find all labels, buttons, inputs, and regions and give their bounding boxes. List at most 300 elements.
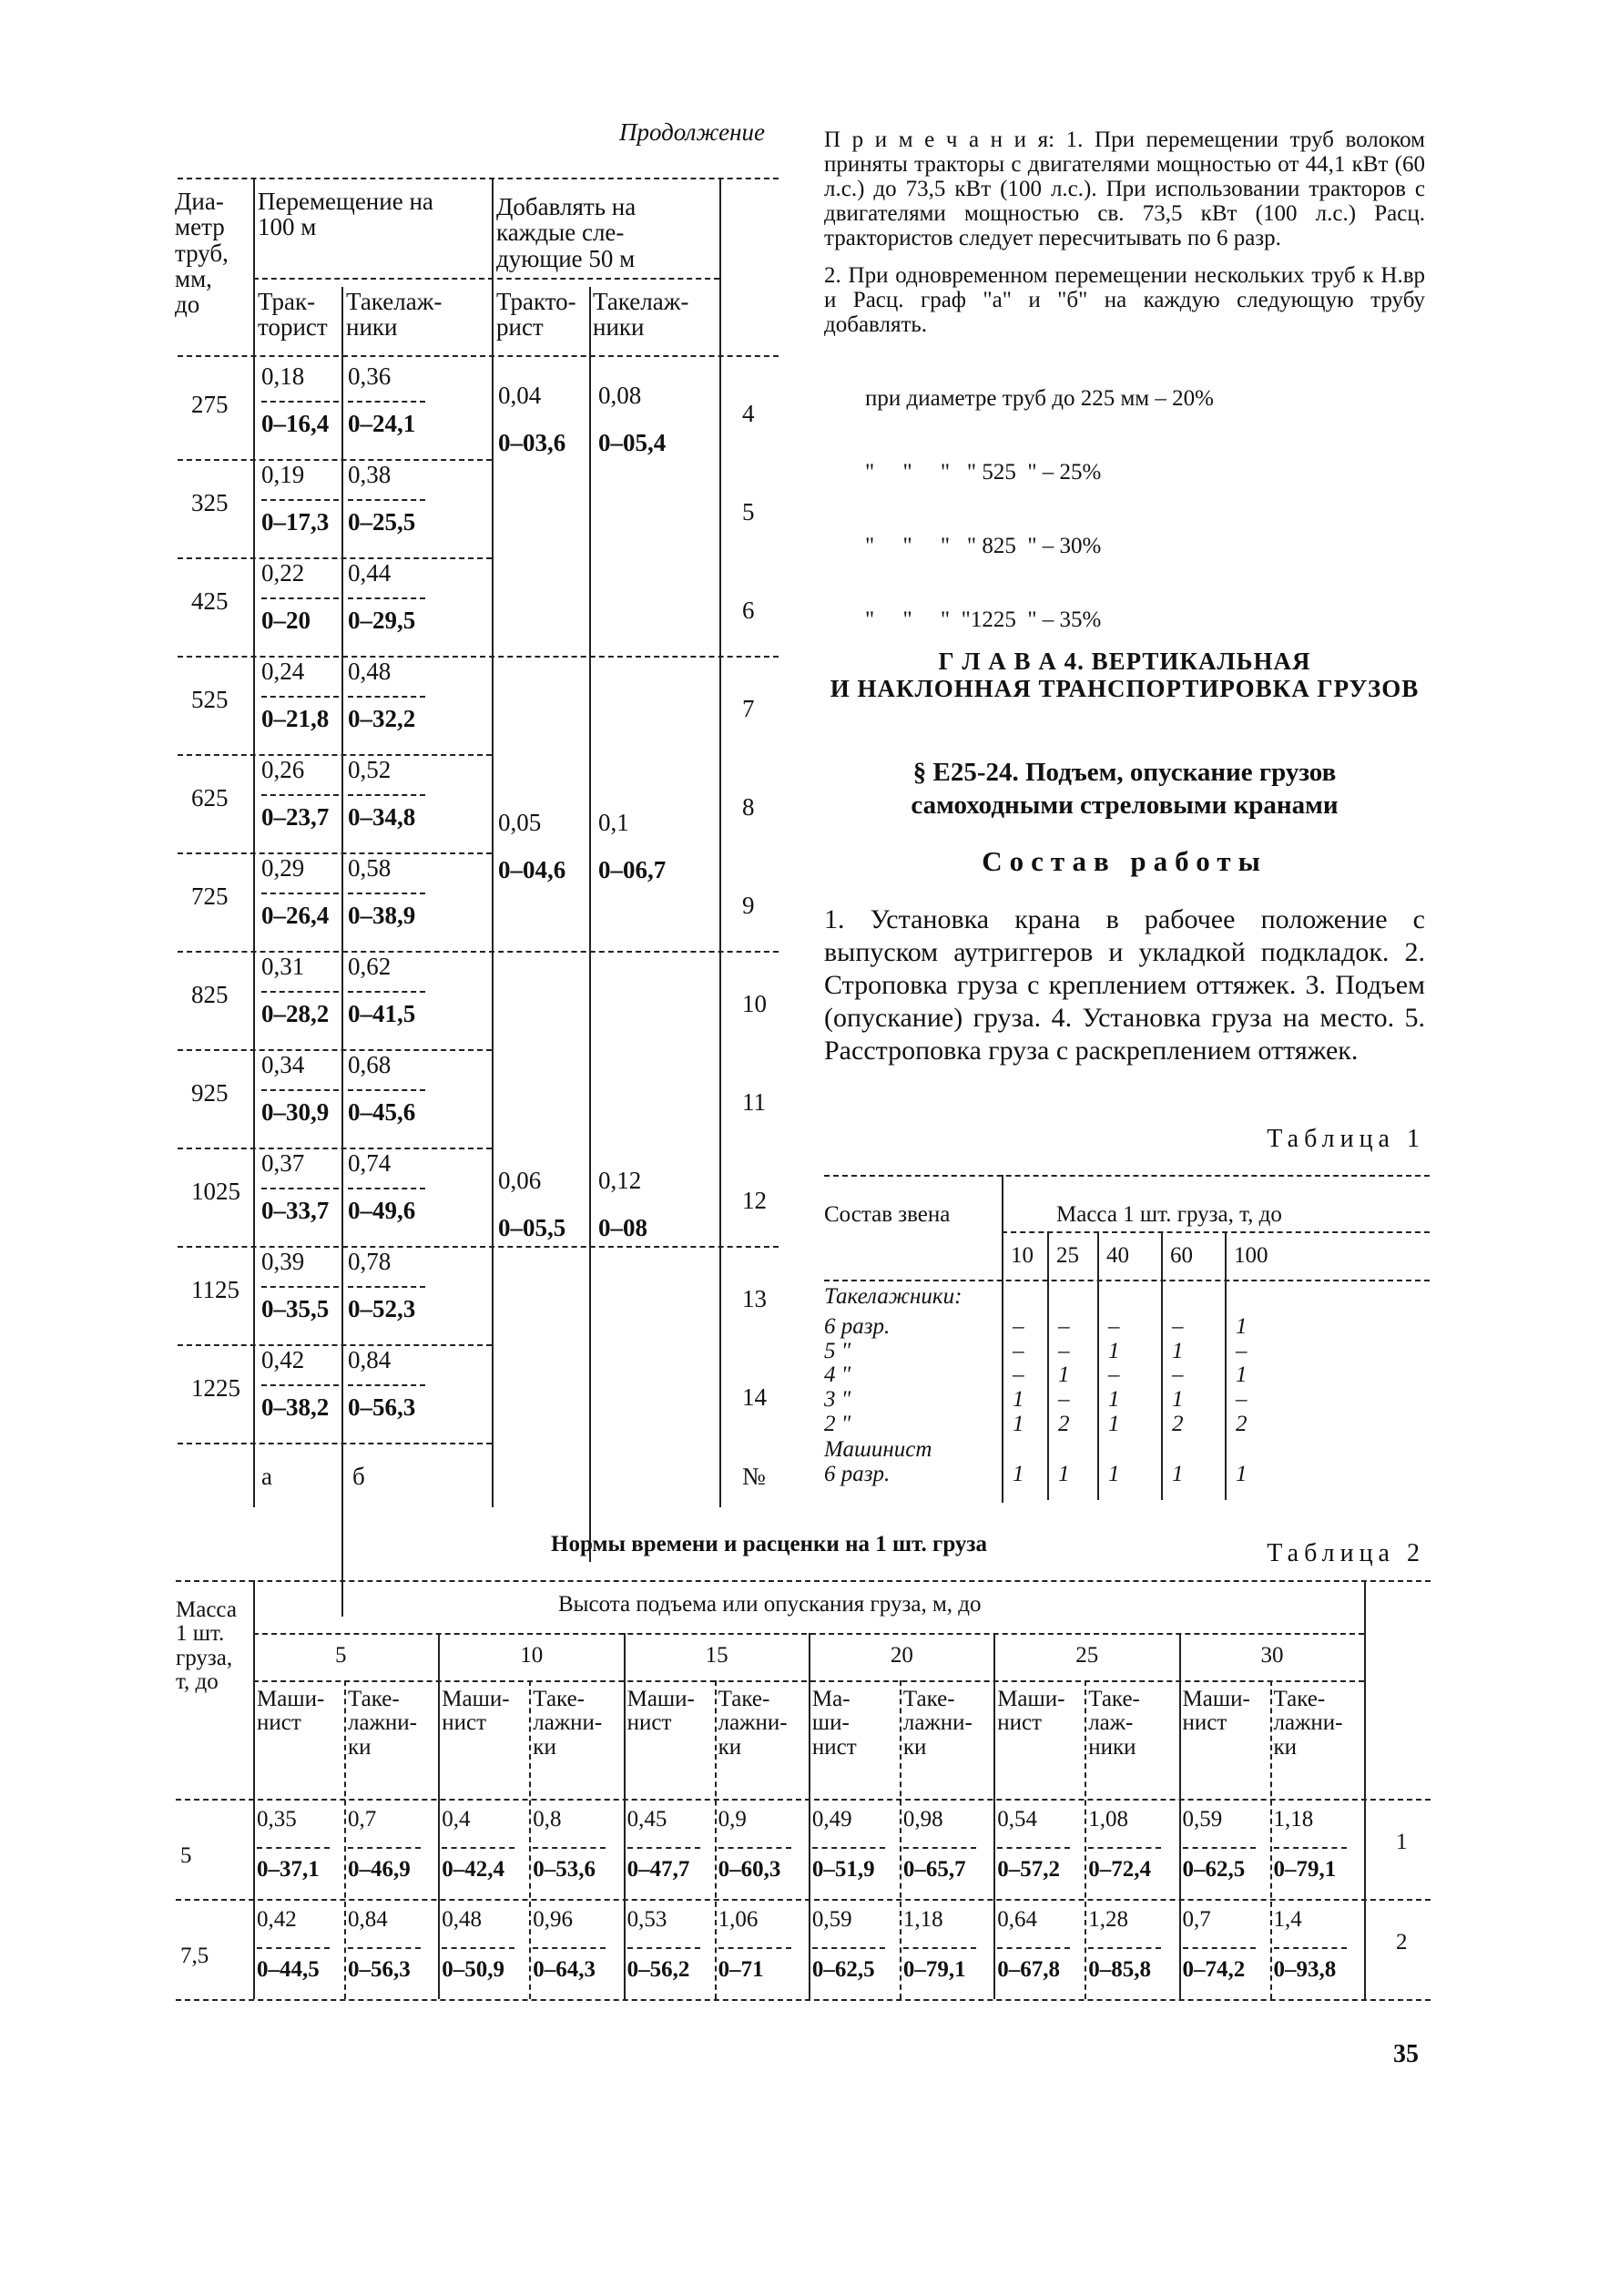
value-time: 0,84 xyxy=(348,1346,392,1373)
team-value: 1 xyxy=(1236,1362,1248,1387)
fraction-bar xyxy=(997,1947,1070,1949)
value-time: 0,19 xyxy=(261,461,305,488)
fraction xyxy=(261,659,352,731)
height-value: 30 xyxy=(1260,1643,1284,1668)
table-rule xyxy=(253,1580,255,1999)
value-time: 1,28 xyxy=(1088,1907,1128,1932)
fraction-bar xyxy=(1183,1947,1256,1949)
table-rule xyxy=(253,178,255,1507)
fraction xyxy=(348,364,439,436)
team-value: – xyxy=(1236,1387,1248,1412)
value-rate: 0–20 xyxy=(261,607,311,634)
value-rate: 0–35,5 xyxy=(261,1295,330,1322)
team-value: 1 xyxy=(1013,1412,1024,1436)
team-value: 1 xyxy=(1108,1387,1120,1412)
fraction-bar xyxy=(533,1847,606,1849)
value-rate: 0–24,1 xyxy=(348,410,416,437)
fraction-bar xyxy=(261,1188,339,1189)
fraction-bar xyxy=(348,597,425,599)
value-rate: 0–33,7 xyxy=(261,1197,330,1224)
table-rule xyxy=(178,178,779,179)
table1-label: Таблица 1 xyxy=(1267,1125,1425,1153)
value-time: 0,36 xyxy=(348,362,392,390)
value-rate: 0–23,7 xyxy=(261,803,330,831)
fraction xyxy=(261,1053,352,1125)
table-rule xyxy=(824,1280,1430,1281)
header-add: Добавлять на каждые сле- дующие 50 м xyxy=(496,193,637,272)
sub-riggers: Таке- лажни- ки xyxy=(902,1687,973,1760)
value-rate: 0–85,8 xyxy=(1088,1957,1151,1982)
row-number: 1 xyxy=(1396,1830,1408,1854)
fraction xyxy=(261,463,352,535)
row-mass: 7,5 xyxy=(180,1944,209,1968)
mass-value: 60 xyxy=(1170,1243,1193,1268)
sub-operator: Ма- ши- нист xyxy=(811,1687,857,1760)
height-value: 20 xyxy=(890,1643,913,1668)
note-line: при диаметре труб до 225 мм – 20% xyxy=(865,386,1214,411)
sub-riggers: Таке- лаж- ники xyxy=(1088,1687,1140,1760)
table-rule xyxy=(176,1799,1431,1801)
value-rate: 0–28,2 xyxy=(261,1000,330,1027)
team-value: 2 xyxy=(1236,1412,1248,1436)
col-team: Состав звена xyxy=(824,1202,951,1227)
row-diameter: 825 xyxy=(191,981,229,1008)
value-time: 0,54 xyxy=(997,1807,1037,1832)
table-rule xyxy=(1270,1680,1272,1999)
team-row-label: 5 " xyxy=(824,1339,851,1363)
table-rule xyxy=(1097,1231,1099,1500)
note-line: " " " " 525 " – 25% xyxy=(865,460,1102,485)
row-diameter: 1025 xyxy=(191,1178,240,1205)
team-value: – xyxy=(1108,1314,1120,1339)
value-rate: 0–21,8 xyxy=(261,705,330,732)
row-number: 10 xyxy=(742,990,767,1017)
height-value: 25 xyxy=(1075,1643,1099,1668)
value-rate: 0–72,4 xyxy=(1088,1857,1151,1882)
value-time: 0,39 xyxy=(261,1248,305,1275)
value-rate: 0–50,9 xyxy=(442,1957,505,1982)
sub-operator: Маши- нист xyxy=(257,1687,325,1736)
value-time: 0,37 xyxy=(261,1149,305,1177)
value-time: 0,62 xyxy=(348,953,392,980)
team-value: 1 xyxy=(1013,1387,1024,1412)
value-rate: 0–16,4 xyxy=(261,410,330,437)
table-rule xyxy=(253,278,719,280)
row-number: 9 xyxy=(742,892,755,919)
height-value: 5 xyxy=(335,1643,347,1668)
value-time: 1,18 xyxy=(1273,1807,1314,1832)
value-time: 0,42 xyxy=(261,1346,305,1373)
work-title: Состав работы xyxy=(982,845,1268,877)
row-number: 2 xyxy=(1396,1930,1408,1954)
value-time: 1,08 xyxy=(1088,1807,1128,1832)
row-diameter: 1225 xyxy=(191,1374,240,1402)
add-tractor: 0,06 xyxy=(498,1167,542,1194)
value-time: 0,9 xyxy=(718,1807,747,1832)
team-value: 2 xyxy=(1058,1412,1070,1436)
fraction-bar xyxy=(261,597,339,599)
value-rate: 0–53,6 xyxy=(533,1857,596,1882)
height-value: 15 xyxy=(705,1643,728,1668)
team-value: 1 xyxy=(1108,1339,1120,1363)
fraction-bar xyxy=(348,696,425,698)
fraction xyxy=(348,659,439,731)
table-rule xyxy=(1002,1231,1430,1233)
fraction-bar xyxy=(1088,1847,1161,1849)
fraction xyxy=(348,463,439,535)
fraction-bar xyxy=(261,794,339,796)
table-rule xyxy=(1002,1175,1003,1503)
table-rule xyxy=(824,1175,1430,1177)
fraction xyxy=(348,1250,439,1321)
value-time: 0,49 xyxy=(811,1807,852,1832)
table-rule xyxy=(492,178,494,1507)
value-time: 0,96 xyxy=(533,1907,574,1932)
value-time: 0,53 xyxy=(626,1907,667,1932)
value-time: 0,26 xyxy=(261,756,305,783)
fraction-bar xyxy=(257,1947,330,1949)
table-rule xyxy=(1179,1633,1181,1999)
value-time: 0,7 xyxy=(1182,1907,1211,1932)
col-height: Высота подъема или опускания груза, м, до xyxy=(558,1592,982,1617)
row-mass: 5 xyxy=(180,1843,192,1868)
value-rate: 0–42,4 xyxy=(442,1857,505,1882)
team-row-label: 6 разр. xyxy=(824,1314,891,1339)
fraction-bar xyxy=(533,1947,606,1949)
team-value: 1 xyxy=(1236,1314,1248,1339)
sub-operator: Маши- нист xyxy=(442,1687,510,1736)
team-value: 1 xyxy=(1172,1387,1184,1412)
fraction-bar xyxy=(903,1847,976,1849)
value-time: 1,4 xyxy=(1273,1907,1302,1932)
fraction xyxy=(261,954,352,1026)
mass-value: 25 xyxy=(1056,1243,1079,1268)
fraction-bar xyxy=(718,1947,791,1949)
team-value: 1 xyxy=(1108,1412,1120,1436)
row-diameter: 325 xyxy=(191,489,229,516)
fraction-bar xyxy=(718,1847,791,1849)
fraction-bar xyxy=(812,1847,885,1849)
sub-riggers: Таке- лажни- ки xyxy=(348,1687,417,1760)
table-rule xyxy=(178,355,779,357)
row-diameter: 425 xyxy=(191,587,229,615)
value-rate: 0–37,1 xyxy=(257,1857,320,1882)
value-time: 0,68 xyxy=(348,1051,392,1078)
value-time: 1,06 xyxy=(718,1907,759,1932)
table1 xyxy=(824,1175,1430,1512)
row-diameter: 925 xyxy=(191,1079,229,1107)
page-number: 35 xyxy=(1393,2040,1419,2068)
fraction-bar xyxy=(261,696,339,698)
value-rate: 0–17,3 xyxy=(261,508,330,536)
header-tractor: Трак- торист xyxy=(258,288,328,342)
fraction-bar xyxy=(261,1089,339,1091)
table-rule xyxy=(178,1148,492,1149)
add-rigger: 0,1 xyxy=(598,809,629,836)
team-value: 1 xyxy=(1013,1462,1024,1486)
table-rule xyxy=(178,754,492,756)
row-number: 7 xyxy=(742,695,755,722)
table-rule xyxy=(900,1680,901,1999)
value-time: 0,35 xyxy=(257,1807,297,1832)
header-diameter: Диа- метр труб, мм, до xyxy=(175,188,229,319)
value-time: 0,48 xyxy=(348,658,392,685)
value-rate: 0–79,1 xyxy=(902,1957,966,1982)
row-diameter: 725 xyxy=(191,883,229,910)
table-rule xyxy=(176,1899,1431,1901)
value-rate: 0–74,2 xyxy=(1182,1957,1246,1982)
value-rate: 0–41,5 xyxy=(348,1000,416,1027)
value-time: 0,45 xyxy=(626,1807,667,1832)
col-mass: Масса 1 шт. груза, т, до xyxy=(176,1597,237,1694)
fraction xyxy=(348,1053,439,1125)
team-value: 1 xyxy=(1172,1339,1184,1363)
fraction-bar xyxy=(348,1384,425,1386)
add-rigger-rate: 0–08 xyxy=(598,1214,647,1241)
fraction-bar xyxy=(1274,1847,1347,1849)
fraction-bar xyxy=(348,1188,425,1189)
value-time: 0,59 xyxy=(811,1907,852,1932)
value-time: 0,74 xyxy=(348,1149,392,1177)
table-rule xyxy=(624,1633,626,1999)
value-rate: 0–25,5 xyxy=(348,508,416,536)
team-value: – xyxy=(1236,1339,1248,1363)
value-time: 0,38 xyxy=(348,461,392,488)
add-tractor: 0,05 xyxy=(498,809,542,836)
value-time: 0,8 xyxy=(533,1807,562,1832)
value-rate: 0–56,2 xyxy=(626,1957,690,1982)
header-rigger2: Такелаж- ники xyxy=(593,288,689,342)
sub-riggers: Таке- лажни- ки xyxy=(718,1687,788,1760)
team-value: – xyxy=(1172,1314,1184,1339)
value-rate: 0–38,2 xyxy=(261,1393,330,1421)
fraction-bar xyxy=(261,1286,339,1288)
team-value: – xyxy=(1058,1314,1070,1339)
value-rate: 0–56,3 xyxy=(348,1393,416,1421)
fraction xyxy=(261,758,352,830)
fraction-bar xyxy=(997,1847,1070,1849)
value-rate: 0–67,8 xyxy=(997,1957,1060,1982)
fraction-bar xyxy=(348,991,425,993)
team-row-label: Машинист xyxy=(824,1437,932,1462)
table-rule xyxy=(176,1580,1431,1582)
fraction-bar xyxy=(627,1847,700,1849)
header-tractor2: Тракто- рист xyxy=(496,288,576,342)
value-time: 1,18 xyxy=(902,1907,943,1932)
fraction-bar xyxy=(261,1384,339,1386)
value-rate: 0–79,1 xyxy=(1273,1857,1337,1882)
add-tractor-rate: 0–05,5 xyxy=(498,1214,566,1241)
add-rigger-rate: 0–06,7 xyxy=(598,856,667,883)
header-move: Перемещение на 100 м xyxy=(258,188,433,241)
value-time: 0,34 xyxy=(261,1051,305,1078)
header-rigger: Такелаж- ники xyxy=(346,288,443,342)
fraction xyxy=(261,1151,352,1223)
row-number: 14 xyxy=(742,1383,767,1411)
table-rule xyxy=(993,1633,995,1999)
fraction xyxy=(261,1250,352,1321)
value-rate: 0–71 xyxy=(718,1957,764,1982)
row-diameter: 625 xyxy=(191,784,229,811)
value-time: 0,29 xyxy=(261,854,305,882)
team-value: – xyxy=(1058,1339,1070,1363)
value-rate: 0–44,5 xyxy=(257,1957,320,1982)
fraction xyxy=(261,561,352,633)
fraction xyxy=(261,364,352,436)
fraction xyxy=(348,561,439,633)
mass-value: 10 xyxy=(1011,1243,1034,1268)
team-value: 2 xyxy=(1172,1412,1184,1436)
chapter-title: Г Л А В А 4. ВЕРТИКАЛЬНАЯ И НАКЛОННАЯ ТРАНСПОРТИРОВКА ГРУЗОВ xyxy=(830,648,1420,702)
table-rule xyxy=(1085,1680,1086,1999)
fraction-bar xyxy=(627,1947,700,1949)
team-value: 1 xyxy=(1108,1462,1120,1486)
fraction-bar xyxy=(442,1947,514,1949)
col-letter-b: б xyxy=(352,1463,365,1490)
work-body: 1. Установка крана в рабочее положение с выпуском аутриггеров и укладкой подкладок. 2. Строповка груза с креплением оттяжек. 3. Подъем (опускание) груза. 4. Установка груза на место. 5. Расстроповка груза с раскреплением оттяжек. xyxy=(824,904,1425,1066)
fraction-bar xyxy=(348,1089,425,1091)
sub-operator: Маши- нист xyxy=(626,1687,695,1736)
add-rigger: 0,08 xyxy=(598,382,642,409)
value-rate: 0–34,8 xyxy=(348,803,416,831)
sub-operator: Маши- нист xyxy=(997,1687,1065,1736)
team-value: 1 xyxy=(1058,1462,1070,1486)
team-value: – xyxy=(1013,1362,1024,1387)
fraction xyxy=(348,1151,439,1223)
fraction-bar xyxy=(812,1947,885,1949)
value-time: 0,59 xyxy=(1182,1807,1223,1832)
add-tractor-rate: 0–04,6 xyxy=(498,856,566,883)
value-rate: 0–93,8 xyxy=(1273,1957,1337,1982)
value-rate: 0–62,5 xyxy=(1182,1857,1246,1882)
value-time: 0,31 xyxy=(261,953,305,980)
value-rate: 0–38,9 xyxy=(348,902,416,929)
value-rate: 0–52,3 xyxy=(348,1295,416,1322)
fraction-bar xyxy=(1183,1847,1256,1849)
value-rate: 0–60,3 xyxy=(718,1857,781,1882)
fraction-bar xyxy=(1274,1947,1347,1949)
paragraph-title: § Е25-24. Подъем, опускание грузов самоходными стреловыми кранами xyxy=(911,758,1339,821)
table-rule xyxy=(715,1680,717,1999)
team-value: 1 xyxy=(1058,1362,1070,1387)
row-number: 8 xyxy=(742,793,755,821)
value-time: 0,52 xyxy=(348,756,392,783)
fraction xyxy=(261,856,352,928)
value-time: 0,22 xyxy=(261,559,305,587)
row-number: 13 xyxy=(742,1285,767,1312)
value-time: 0,58 xyxy=(348,854,392,882)
sub-operator: Маши- нист xyxy=(1182,1687,1250,1736)
value-rate: 0–47,7 xyxy=(626,1857,690,1882)
row-number: 6 xyxy=(742,597,755,624)
table-rule xyxy=(589,287,591,1562)
note-1: П р и м е ч а н и я: 1. При перемещении труб волоком приняты тракторы с двигателями мощностью от 44,1 кВт (60 л.с.) до 73,5 кВт (100 л.с.). При использовании тракторов с двигателями мощностью св. 73,5 кВт (100 л.с.) Расц. трактористов следует пересчитывать по 6 разр. xyxy=(824,128,1425,250)
team-row-label: 6 разр. xyxy=(824,1462,891,1486)
value-time: 0,48 xyxy=(442,1907,483,1932)
value-time: 0,44 xyxy=(348,559,392,587)
table2-label: Таблица 2 xyxy=(1267,1539,1425,1567)
value-rate: 0–49,6 xyxy=(348,1197,416,1224)
add-rigger-rate: 0–05,4 xyxy=(598,429,667,456)
col-letter-a: а xyxy=(261,1463,272,1490)
note-list xyxy=(824,337,1425,681)
note-2: 2. При одновременном перемещении нескольких труб к Н.вр и Расц. граф "а" и "б" на каждую следующую трубу добавлять. xyxy=(824,263,1425,337)
note-line: " " " " 825 " – 30% xyxy=(865,534,1102,558)
value-time: 0,7 xyxy=(348,1807,377,1832)
value-rate: 0–46,9 xyxy=(348,1857,411,1882)
add-tractor: 0,04 xyxy=(498,382,542,409)
col-mass: Масса 1 шт. груза, т, до xyxy=(1056,1202,1282,1227)
table-rule xyxy=(178,1049,492,1051)
value-time: 0,4 xyxy=(442,1807,471,1832)
team-value: 1 xyxy=(1172,1462,1184,1486)
fraction-bar xyxy=(261,893,339,894)
norms-title: Нормы времени и расценки на 1 шт. груза xyxy=(551,1532,987,1556)
row-diameter: 1125 xyxy=(191,1276,239,1303)
team-value: – xyxy=(1058,1387,1070,1412)
add-tractor-rate: 0–03,6 xyxy=(498,429,566,456)
row-number: 5 xyxy=(742,498,755,526)
height-value: 10 xyxy=(520,1643,544,1668)
value-rate: 0–64,3 xyxy=(533,1957,596,1982)
fraction-bar xyxy=(348,1947,421,1949)
table-rule xyxy=(438,1633,440,1999)
pipes-table xyxy=(175,178,774,1512)
fraction-bar xyxy=(348,401,425,403)
row-diameter: 525 xyxy=(191,686,229,713)
value-rate: 0–26,4 xyxy=(261,902,330,929)
row-number: 11 xyxy=(742,1088,766,1116)
value-time: 0,18 xyxy=(261,362,305,390)
fraction-bar xyxy=(257,1847,330,1849)
value-rate: 0–32,2 xyxy=(348,705,416,732)
fraction-bar xyxy=(261,991,339,993)
fraction xyxy=(348,1348,439,1420)
col-number-sign: № xyxy=(742,1463,766,1490)
row-number: 12 xyxy=(742,1187,767,1214)
row-diameter: 275 xyxy=(191,391,229,418)
table-rule xyxy=(178,459,492,461)
fraction xyxy=(261,1348,352,1420)
continuation-label: Продолжение xyxy=(619,118,766,146)
note-line: " " " "1225 " – 35% xyxy=(865,607,1102,632)
value-time: 0,64 xyxy=(997,1907,1037,1932)
table-rule xyxy=(178,557,492,559)
team-row-label: 2 " xyxy=(824,1412,851,1436)
fraction-bar xyxy=(903,1947,976,1949)
value-rate: 0–51,9 xyxy=(811,1857,875,1882)
fraction-bar xyxy=(348,1286,425,1288)
fraction-bar xyxy=(261,499,339,501)
value-rate: 0–45,6 xyxy=(348,1098,416,1126)
norms-table xyxy=(176,1580,1431,2008)
table-rule xyxy=(344,1680,346,1999)
fraction-bar xyxy=(442,1847,514,1849)
sub-riggers: Таке- лажни- ки xyxy=(533,1687,603,1760)
team-value: 1 xyxy=(1236,1462,1248,1486)
fraction xyxy=(348,954,439,1026)
team-value: – xyxy=(1013,1314,1024,1339)
team-value: – xyxy=(1172,1362,1184,1387)
fraction xyxy=(348,758,439,830)
value-rate: 0–30,9 xyxy=(261,1098,330,1126)
value-time: 0,78 xyxy=(348,1248,392,1275)
row-number: 4 xyxy=(742,400,755,427)
table-rule xyxy=(1364,1580,1366,1999)
fraction-bar xyxy=(348,499,425,501)
team-row-label: 3 " xyxy=(824,1387,851,1412)
team-row-label: Такелажники: xyxy=(824,1284,962,1309)
